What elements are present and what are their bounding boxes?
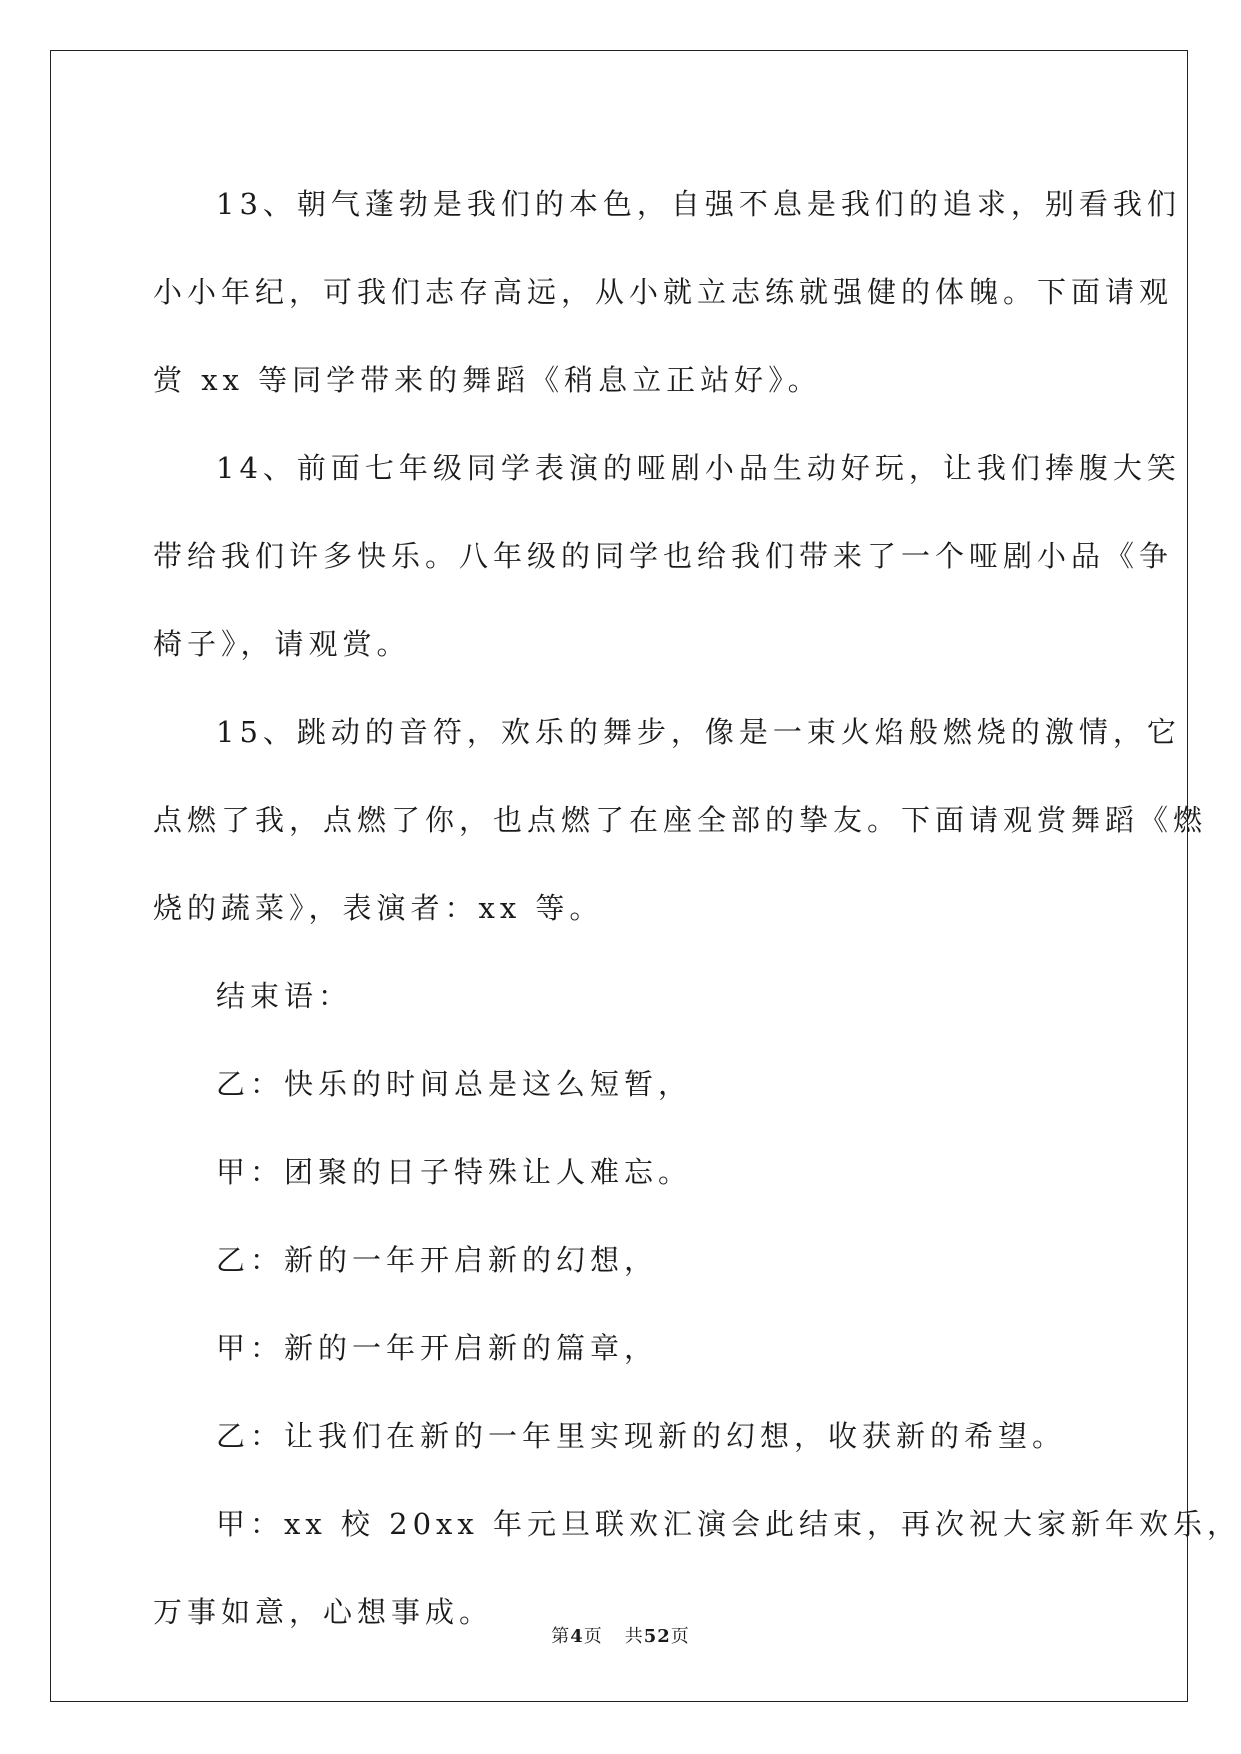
- total-prefix: 共: [624, 1626, 644, 1647]
- text-line: 15、跳动的音符，欢乐的舞步，像是一束火焰般燃烧的激情，它: [216, 715, 1181, 749]
- text-line: 带给我们许多快乐。八年级的同学也给我们带来了一个哑剧小品《争: [153, 539, 1174, 573]
- text-line: 小小年纪，可我们志存高远，从小就立志练就强健的体魄。下面请观: [153, 275, 1174, 309]
- total-page-count: 52: [643, 1626, 671, 1647]
- text-line: 烧的蔬菜》，表演者：xx 等。: [153, 891, 604, 925]
- text-line: 赏 xx 等同学带来的舞蹈《稍息立正站好》。: [153, 363, 822, 397]
- dialogue-line: 乙：新的一年开启新的幻想，: [216, 1243, 659, 1277]
- page-prefix: 第: [551, 1626, 571, 1647]
- total-suffix: 页: [670, 1626, 690, 1647]
- text-line: 点燃了我，点燃了你，也点燃了在座全部的挚友。下面请观赏舞蹈《燃: [153, 803, 1208, 837]
- dialogue-line: 甲：新的一年开启新的篇章，: [216, 1331, 659, 1365]
- text-line: 椅子》，请观赏。: [153, 627, 411, 661]
- page-suffix: 页: [583, 1626, 603, 1647]
- dialogue-line: 万事如意，心想事成。: [153, 1595, 494, 1629]
- text-line: 14、前面七年级同学表演的哑剧小品生动好玩，让我们捧腹大笑: [216, 451, 1181, 485]
- dialogue-line: 甲：xx 校 20xx 年元旦联欢汇演会此结束，再次祝大家新年欢乐，: [216, 1507, 1241, 1541]
- text-line: 13、朝气蓬勃是我们的本色，自强不息是我们的追求，别看我们: [216, 187, 1181, 221]
- dialogue-line: 甲：团聚的日子特殊让人难忘。: [216, 1155, 693, 1189]
- dialogue-line: 乙：让我们在新的一年里实现新的幻想，收获新的希望。: [216, 1419, 1067, 1453]
- dialogue-line: 乙：快乐的时间总是这么短暂，: [216, 1067, 693, 1101]
- page-footer: [0, 1622, 1241, 1648]
- section-heading: 结束语：: [216, 979, 353, 1013]
- document-body: [153, 160, 1241, 1656]
- current-page-number: 4: [570, 1626, 584, 1647]
